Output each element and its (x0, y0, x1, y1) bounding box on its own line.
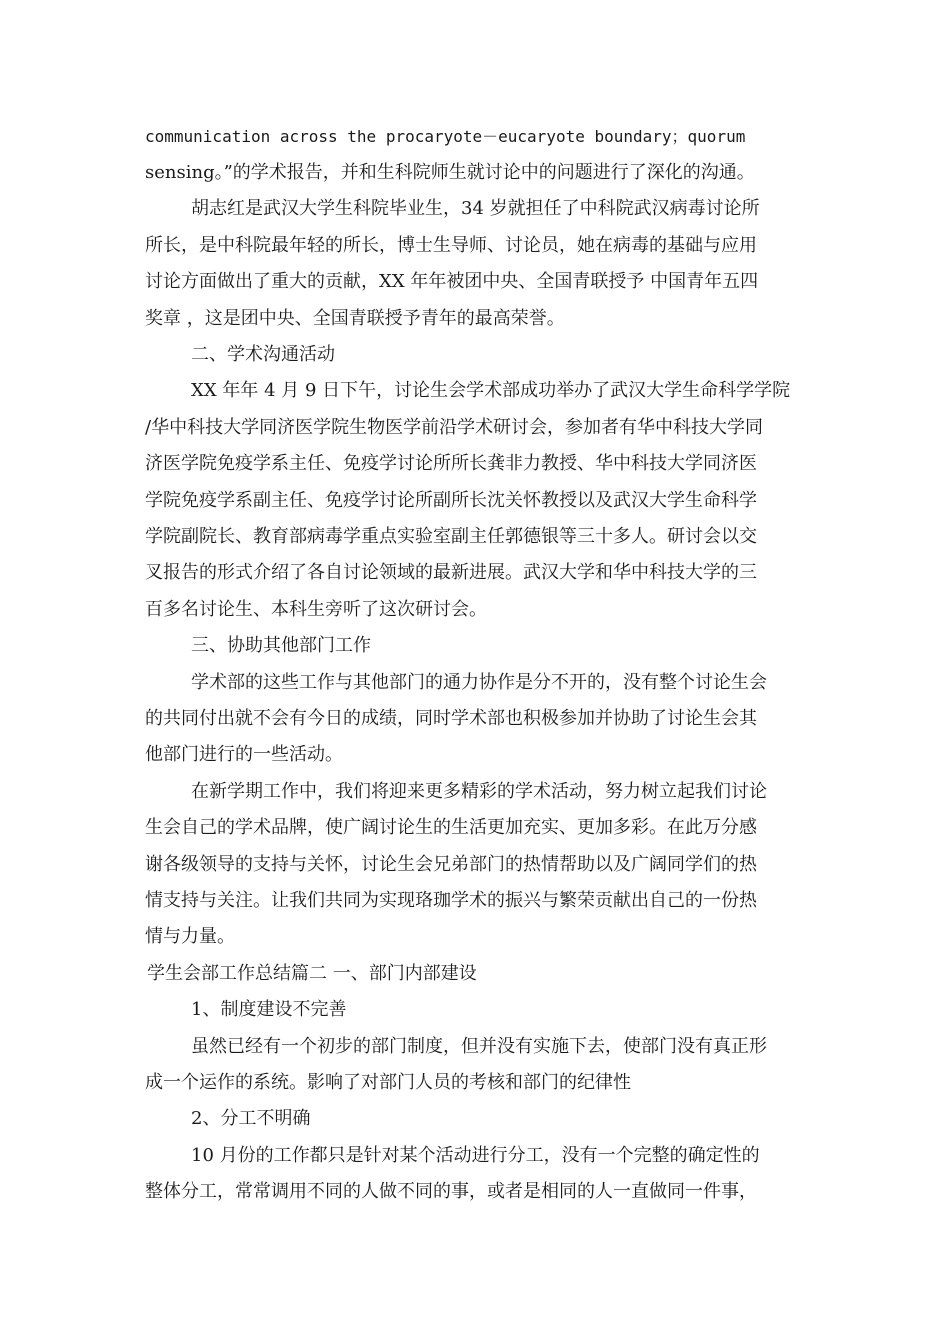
paragraph-start: 10 月份的工作都只是针对某个活动进行分工，没有一个完整的确定性的 (191, 1145, 760, 1166)
section-heading: 三、协助其他部门工作 (191, 635, 371, 656)
text-line: 的共同付出就不会有今日的成绩，同时学术部也积极参加并协助了讨论生会其 (145, 708, 757, 729)
subsection-heading: 1、制度建设不完善 (191, 999, 347, 1020)
text-line: 情与力量。 (145, 926, 235, 947)
section-heading: 二、学术沟通活动 (191, 344, 335, 365)
text-line: 叉报告的形式介绍了各自讨论领域的最新进展。武汉大学和华中科技大学的三 (145, 562, 757, 583)
text-line: 百多名讨论生、本科生旁听了这次研讨会。 (145, 599, 487, 620)
text-line: 谢各级领导的支持与关怀，讨论生会兄弟部门的热情帮助以及广阔同学们的热 (145, 854, 757, 875)
text-line: 学院副院长、教育部病毒学重点实验室副主任郭德银等三十多人。研讨会以交 (145, 526, 757, 547)
text-line: /华中科技大学同济医学院生物医学前沿学术研讨会，参加者有华中科技大学同 (145, 417, 764, 438)
paragraph-start: 学术部的这些工作与其他部门的通力协作是分不开的，没有整个讨论生会 (191, 672, 767, 693)
text-line: 所长，是中科院最年轻的所长，博士生导师、讨论员，她在病毒的基础与应用 (145, 235, 757, 256)
text-line: 整体分工，常常调用不同的人做不同的事，或者是相同的人一直做同一件事， (145, 1181, 757, 1202)
paragraph-start: 胡志红是武汉大学生科院毕业生，34 岁就担任了中科院武汉病毒讨论所 (191, 198, 760, 219)
text-line: 学院免疫学系副主任、免疫学讨论所副所长沈关怀教授以及武汉大学生命科学 (145, 490, 757, 511)
text-line: communication across the procaryote－eucaryote boundary；quorum (145, 127, 746, 146)
text-line: sensing。”的学术报告，并和生科院师生就讨论中的问题进行了深化的沟通。 (145, 162, 755, 183)
text-line: 讨论方面做出了重大的贡献，XX 年年被团中央、全国青联授予 中国青年五四 (145, 271, 759, 292)
subsection-heading: 2、分工不明确 (191, 1108, 311, 1129)
paragraph-start: 虽然已经有一个初步的部门制度，但并没有实施下去，使部门没有真正形 (191, 1036, 767, 1057)
paragraph-start: XX 年年 4 月 9 日下午，讨论生会学术部成功举办了武汉大学生命科学学院 (191, 380, 791, 401)
text-line: 济医学院免疫学系主任、免疫学讨论所所长龚非力教授、华中科技大学同济医 (145, 453, 757, 474)
text-line: 他部门进行的一些活动。 (145, 744, 343, 765)
text-line: 情支持与关注。让我们共同为实现珞珈学术的振兴与繁荣贡献出自己的一份热 (145, 890, 757, 911)
paragraph-start: 在新学期工作中，我们将迎来更多精彩的学术活动，努力树立起我们讨论 (191, 781, 767, 802)
article-title-line: 学生会部工作总结篇二 一、部门内部建设 (147, 963, 477, 984)
text-line: 成一个运作的系统。影响了对部门人员的考核和部门的纪律性 (145, 1072, 631, 1093)
text-line: 生会自己的学术品牌，使广阔讨论生的生活更加充实、更加多彩。在此万分感 (145, 817, 757, 838)
text-line: 奖章 ，这是团中央、全国青联授予青年的最高荣誉。 (145, 308, 565, 329)
